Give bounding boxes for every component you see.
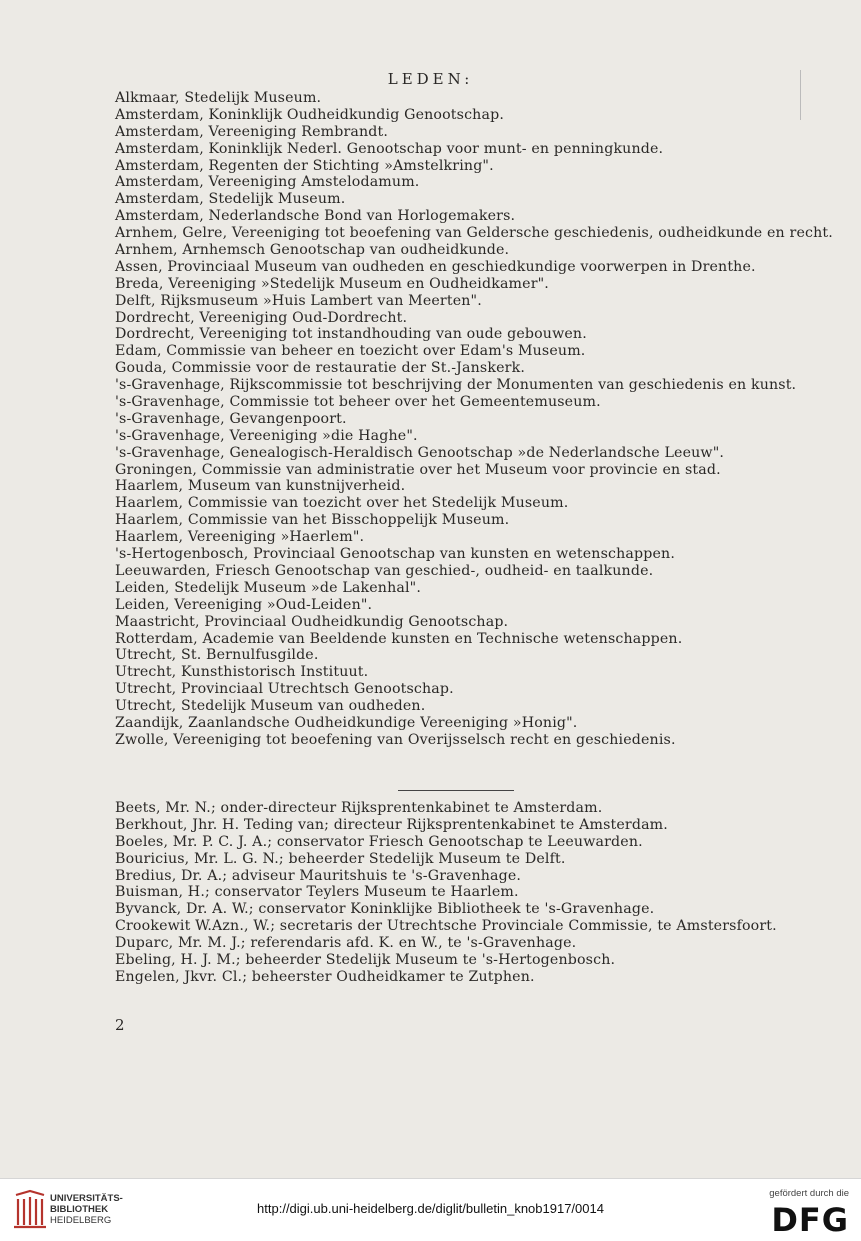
institution-entry: Amsterdam, Vereeniging Amstelodamum.	[115, 174, 420, 191]
institution-entry: Rotterdam, Academie van Beeldende kunsten en Technische wetenschappen.	[115, 630, 683, 647]
institution-entry: Haarlem, Commissie van het Bisschoppelijk Museum.	[115, 512, 510, 529]
institution-entry: Amsterdam, Regenten der Stichting »Amstelkring".	[115, 157, 494, 174]
institution-entry: Utrecht, Stedelijk Museum van oudheden.	[115, 698, 426, 715]
institution-entry: Breda, Vereeniging »Stedelijk Museum en Oudheidkamer".	[115, 275, 549, 292]
institution-entry: Leiden, Vereeniging »Oud-Leiden".	[115, 596, 373, 613]
institution-entry: Amsterdam, Vereeniging Rembrandt.	[115, 123, 389, 140]
person-entry: Berkhout, Jhr. H. Teding van; directeur Rijksprentenkabinet te Amsterdam.	[115, 816, 668, 833]
institution-entry: Amsterdam, Stedelijk Museum.	[115, 191, 346, 208]
page-heading: LEDEN:	[387, 70, 474, 88]
institution-entry: 's-Gravenhage, Rijkscommissie tot beschrijving der Monumenten van geschiedenis en kunst.	[115, 377, 797, 394]
institution-entry: Amsterdam, Koninklijk Oudheidkundig Genootschap.	[115, 106, 504, 123]
person-entry: Byvanck, Dr. A. W.; conservator Koninklijke Bibliotheek te 's-Gravenhage.	[115, 901, 655, 918]
institution-entry: Zwolle, Vereeniging tot beoefening van Overijsselsch recht en geschiedenis.	[115, 731, 676, 748]
institution-entry: Assen, Provinciaal Museum van oudheden en geschiedkundige voorwerpen in Drenthe.	[115, 258, 756, 275]
institution-entry: Maastricht, Provinciaal Oudheidkundig Genootschap.	[115, 613, 509, 630]
person-entry: Engelen, Jkvr. Cl.; beheerster Oudheidkamer te Zutphen.	[115, 968, 535, 985]
institution-entry: Arnhem, Arnhemsch Genootschap van oudheidkunde.	[115, 242, 510, 259]
institution-entry: 's-Gravenhage, Genealogisch-Heraldisch Genootschap »de Nederlandsche Leeuw".	[115, 444, 725, 461]
institution-entry: Amsterdam, Koninklijk Nederl. Genootschap voor munt- en penningkunde.	[115, 140, 664, 157]
institution-entry: Utrecht, St. Bernulfusgilde.	[115, 647, 319, 664]
institution-entry: Groningen, Commissie van administratie over het Museum voor provincie en stad.	[115, 461, 721, 478]
person-entry: Buisman, H.; conservator Teylers Museum te Haarlem.	[115, 884, 519, 901]
institution-entry: Haarlem, Museum van kunstnijverheid.	[115, 478, 406, 495]
institution-entry: Leiden, Stedelijk Museum »de Lakenhal".	[115, 579, 422, 596]
logo-line-3: HEIDELBERG	[50, 1215, 112, 1226]
institution-entry: 's-Hertogenbosch, Provinciaal Genootschap van kunsten en wetenschappen.	[115, 546, 675, 563]
page-number: 2	[115, 1016, 125, 1034]
institution-entry: Arnhem, Gelre, Vereeniging tot beoefening van Geldersche geschiedenis, oudheidkunde en recht.	[115, 225, 833, 242]
institution-entry: Delft, Rijksmuseum »Huis Lambert van Meerten".	[115, 292, 482, 309]
person-entry: Bouricius, Mr. L. G. N.; beheerder Stedelijk Museum te Delft.	[115, 850, 566, 867]
institution-entry: Haarlem, Commissie van toezicht over het Stedelijk Museum.	[115, 495, 569, 512]
individual-member-list	[115, 800, 835, 986]
institution-entry: Dordrecht, Vereeniging tot instandhouding van oude gebouwen.	[115, 326, 587, 343]
dfg-logo[interactable]: DFG	[771, 1201, 849, 1239]
person-entry: Duparc, Mr. M. J.; referendaris afd. K. en W., te 's-Gravenhage.	[115, 935, 577, 952]
person-entry: Beets, Mr. N.; onder-directeur Rijksprentenkabinet te Amsterdam.	[115, 800, 603, 816]
institution-entry: 's-Gravenhage, Gevangenpoort.	[115, 410, 347, 427]
person-entry: Bredius, Dr. A.; adviseur Mauritshuis te 's-Gravenhage.	[115, 867, 522, 884]
funding-note: gefördert durch die	[769, 1188, 849, 1199]
permalink-url[interactable]: http://digi.ub.uni-heidelberg.de/diglit/bulletin_knob1917/0014	[257, 1201, 604, 1216]
institution-entry: Edam, Commissie van beheer en toezicht over Edam's Museum.	[115, 343, 586, 360]
institution-entry: Alkmaar, Stedelijk Museum.	[115, 90, 322, 106]
institution-entry: Utrecht, Provinciaal Utrechtsch Genootschap.	[115, 681, 454, 698]
institution-member-list	[115, 90, 835, 749]
institution-entry: Utrecht, Kunsthistorisch Instituut.	[115, 664, 369, 681]
section-divider	[398, 790, 514, 791]
logo-line-1: UNIVERSITÄTS-	[50, 1193, 123, 1204]
institution-entry: Dordrecht, Vereeniging Oud-Dordrecht.	[115, 309, 408, 326]
institution-entry: Haarlem, Vereeniging »Haerlem".	[115, 529, 365, 546]
person-entry: Crookewit W.Azn., W.; secretaris der Utrechtsche Provinciale Commissie, te Amstersfoort.	[115, 918, 777, 935]
viewer-footer	[0, 1178, 861, 1241]
institution-entry: Leeuwarden, Friesch Genootschap van geschied-, oudheid- en taalkunde.	[115, 562, 654, 579]
logo-line-2: BIBLIOTHEK	[50, 1204, 109, 1215]
person-entry: Ebeling, H. J. M.; beheerder Stedelijk Museum te 's-Hertogenbosch.	[115, 952, 616, 969]
person-entry: Boeles, Mr. P. C. J. A.; conservator Friesch Genootschap te Leeuwarden.	[115, 833, 643, 850]
institution-entry: 's-Gravenhage, Commissie tot beheer over het Gemeentemuseum.	[115, 394, 601, 411]
institution-entry: Amsterdam, Nederlandsche Bond van Horlogemakers.	[115, 208, 516, 225]
institution-entry: Gouda, Commissie voor de restauratie der St.-Janskerk.	[115, 360, 525, 377]
institution-entry: 's-Gravenhage, Vereeniging »die Haghe".	[115, 427, 418, 444]
institution-entry: Zaandijk, Zaanlandsche Oudheidkundige Vereeniging »Honig".	[115, 714, 578, 731]
